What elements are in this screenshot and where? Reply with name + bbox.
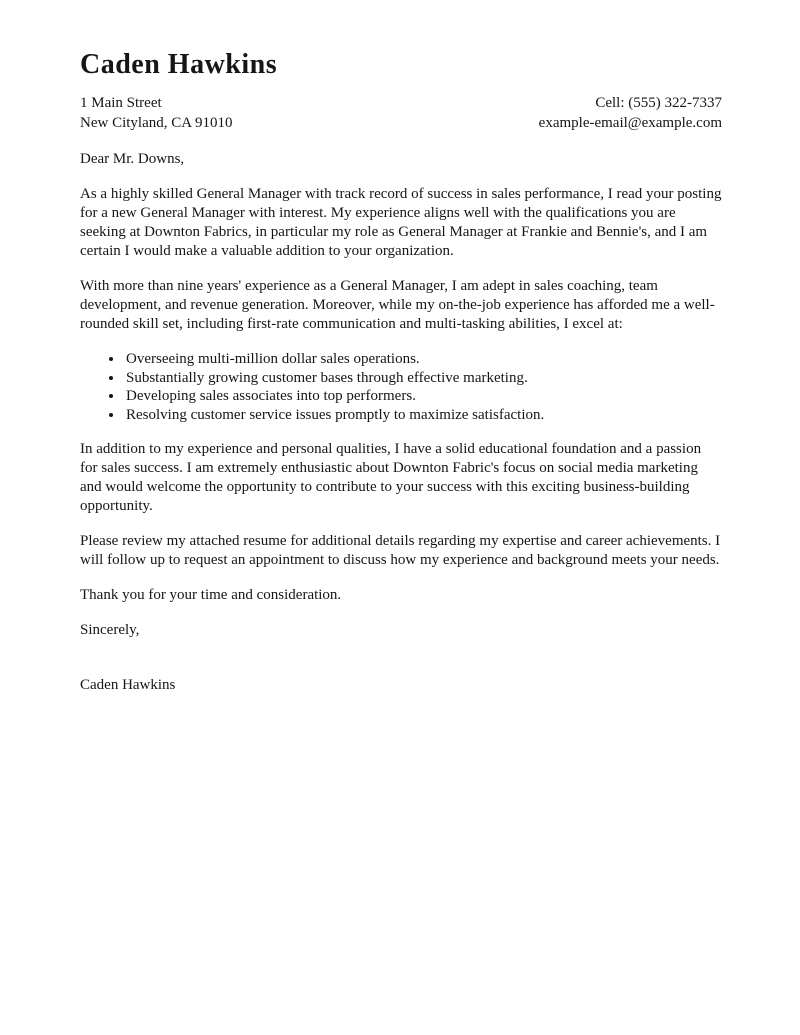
letter-header-contact-row <box>80 93 722 133</box>
paragraph-intro: As a highly skilled General Manager with track record of success in sales performance, I read your posting for a new General Manager with interest. My experience aligns well with the qualifications you are seeking at Downton Fabrics, in particular my role as General Manager at Frankie and Bennie's, and I am certain I would make a valuable addition to your organization. <box>80 186 722 259</box>
salutation: Dear Mr. Downs, <box>80 151 185 167</box>
address-line-2: New Cityland, CA 91010 <box>80 115 233 131</box>
paragraph-experience: With more than nine years' experience as a General Manager, I am adept in sales coaching, team development, and revenue generation. Moreover, while my on-the-job experience has afforded me a well-rounded skill set, including first-rate communication and multi-tasking abilities, I excel at: <box>80 278 715 332</box>
bullet-item: • Developing sales associates into top performers. <box>124 387 722 406</box>
skills-bullet-list <box>80 350 722 424</box>
signature-name: Caden Hawkins <box>80 677 176 693</box>
sender-name: Caden Hawkins <box>80 49 278 80</box>
sender-address <box>80 93 233 133</box>
bullet-item: • Resolving customer service issues promptly to maximize satisfaction. <box>124 406 722 425</box>
email-address: example-email@example.com <box>538 115 722 131</box>
bullet-item: • Overseeing multi-million dollar sales operations. <box>124 350 722 369</box>
paragraph-education: In addition to my experience and personal qualities, I have a solid educational foundation and a passion for sales success. I am extremely enthusiastic about Downton Fabric's focus on social media marketing and would welcome the opportunity to contribute to your success with this exciting business-building opportunity. <box>80 441 702 514</box>
bullet-item: • Substantially growing customer bases through effective marketing. <box>124 369 722 388</box>
paragraph-followup: Please review my attached resume for additional details regarding my expertise and career achievements. I will follow up to request an appointment to discuss how my experience and background meets your needs. <box>80 533 721 568</box>
cell-number: Cell: (555) 322-7337 <box>595 95 722 111</box>
thanks-line: Thank you for your time and consideration. <box>80 587 342 603</box>
address-line-1: 1 Main Street <box>80 95 162 111</box>
sender-contact-info <box>539 93 722 133</box>
valediction: Sincerely, <box>80 622 140 638</box>
